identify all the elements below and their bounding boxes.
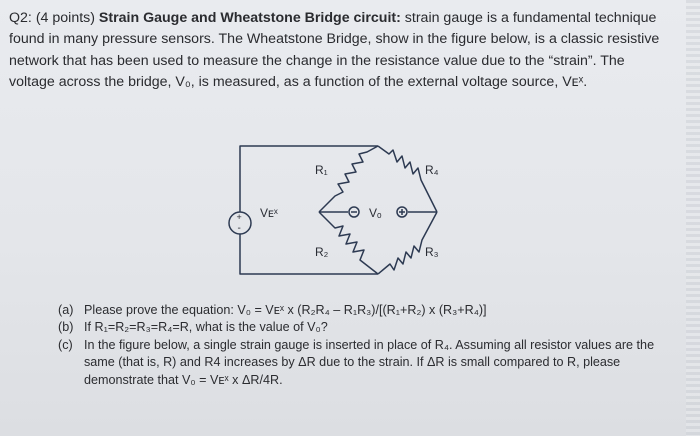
r3-label: R₃ xyxy=(425,245,439,259)
wheatstone-bridge-diagram xyxy=(222,128,462,280)
source-minus-label: - xyxy=(237,223,241,234)
question-intro: strain gauge is a fundamental technique xyxy=(404,10,657,26)
sub-question-label: (a) xyxy=(58,303,74,317)
r2-label: R₂ xyxy=(315,245,329,259)
resistor-r2 xyxy=(319,212,378,274)
question-line-3: network that has been used to measure the change in the resistance value due to the “strain”. The xyxy=(9,52,625,69)
wire-left-bottom xyxy=(240,234,378,274)
r4-label: R₄ xyxy=(425,163,439,177)
resistor-r4 xyxy=(378,146,437,212)
sub-question-label: (c) xyxy=(58,337,73,352)
wire-left xyxy=(240,146,378,212)
question-line-4: voltage across the bridge, V₀, is measured, as a function of the external voltage source, Vᴇˣ. xyxy=(9,73,588,90)
source-plus-label: + xyxy=(236,212,242,222)
question-line-1 xyxy=(9,8,689,29)
question-number: Q2: xyxy=(9,10,32,26)
question-line-2: found in many pressure sensors. The Wheatstone Bridge, show in the figure below, is a classic resistive xyxy=(9,31,660,48)
sub-question-text: In the figure below, a single strain gauge is inserted in place of R₄. Assuming all resistor values are the same (that is, R) and R4 increases by ΔR due to the strain. If ΔR is small compared to R, please demonstrate that V₀ = Vᴇˣ x ΔR/4R. xyxy=(84,337,655,387)
question-title: Strain Gauge and Wheatstone Bridge circuit: xyxy=(98,10,401,26)
sub-question-text: If R₁=R₂=R₃=R₄=R, what is the value of V₀? xyxy=(84,320,328,335)
sub-questions xyxy=(58,302,670,389)
sub-question-a xyxy=(58,302,670,319)
resistor-r3 xyxy=(378,212,437,274)
page-edge xyxy=(686,0,700,436)
sub-question-text: Please prove the equation: V₀ = Vᴇˣ x (R₂R₄ – R₁R₃)/[(R₁+R₂) x (R₃+R₄)] xyxy=(84,303,487,317)
question-points: (4 points) xyxy=(35,10,95,26)
sub-question-b xyxy=(58,319,670,336)
vex-label: Vᴇˣ xyxy=(260,206,278,220)
vo-label: Vₒ xyxy=(369,206,382,220)
r1-label: R₁ xyxy=(315,163,328,177)
resistor-r1 xyxy=(319,146,378,212)
question-text xyxy=(9,8,689,93)
sub-question-c xyxy=(58,337,670,389)
sub-question-label: (b) xyxy=(58,320,74,335)
vo-plus-sign-icon xyxy=(399,209,405,215)
